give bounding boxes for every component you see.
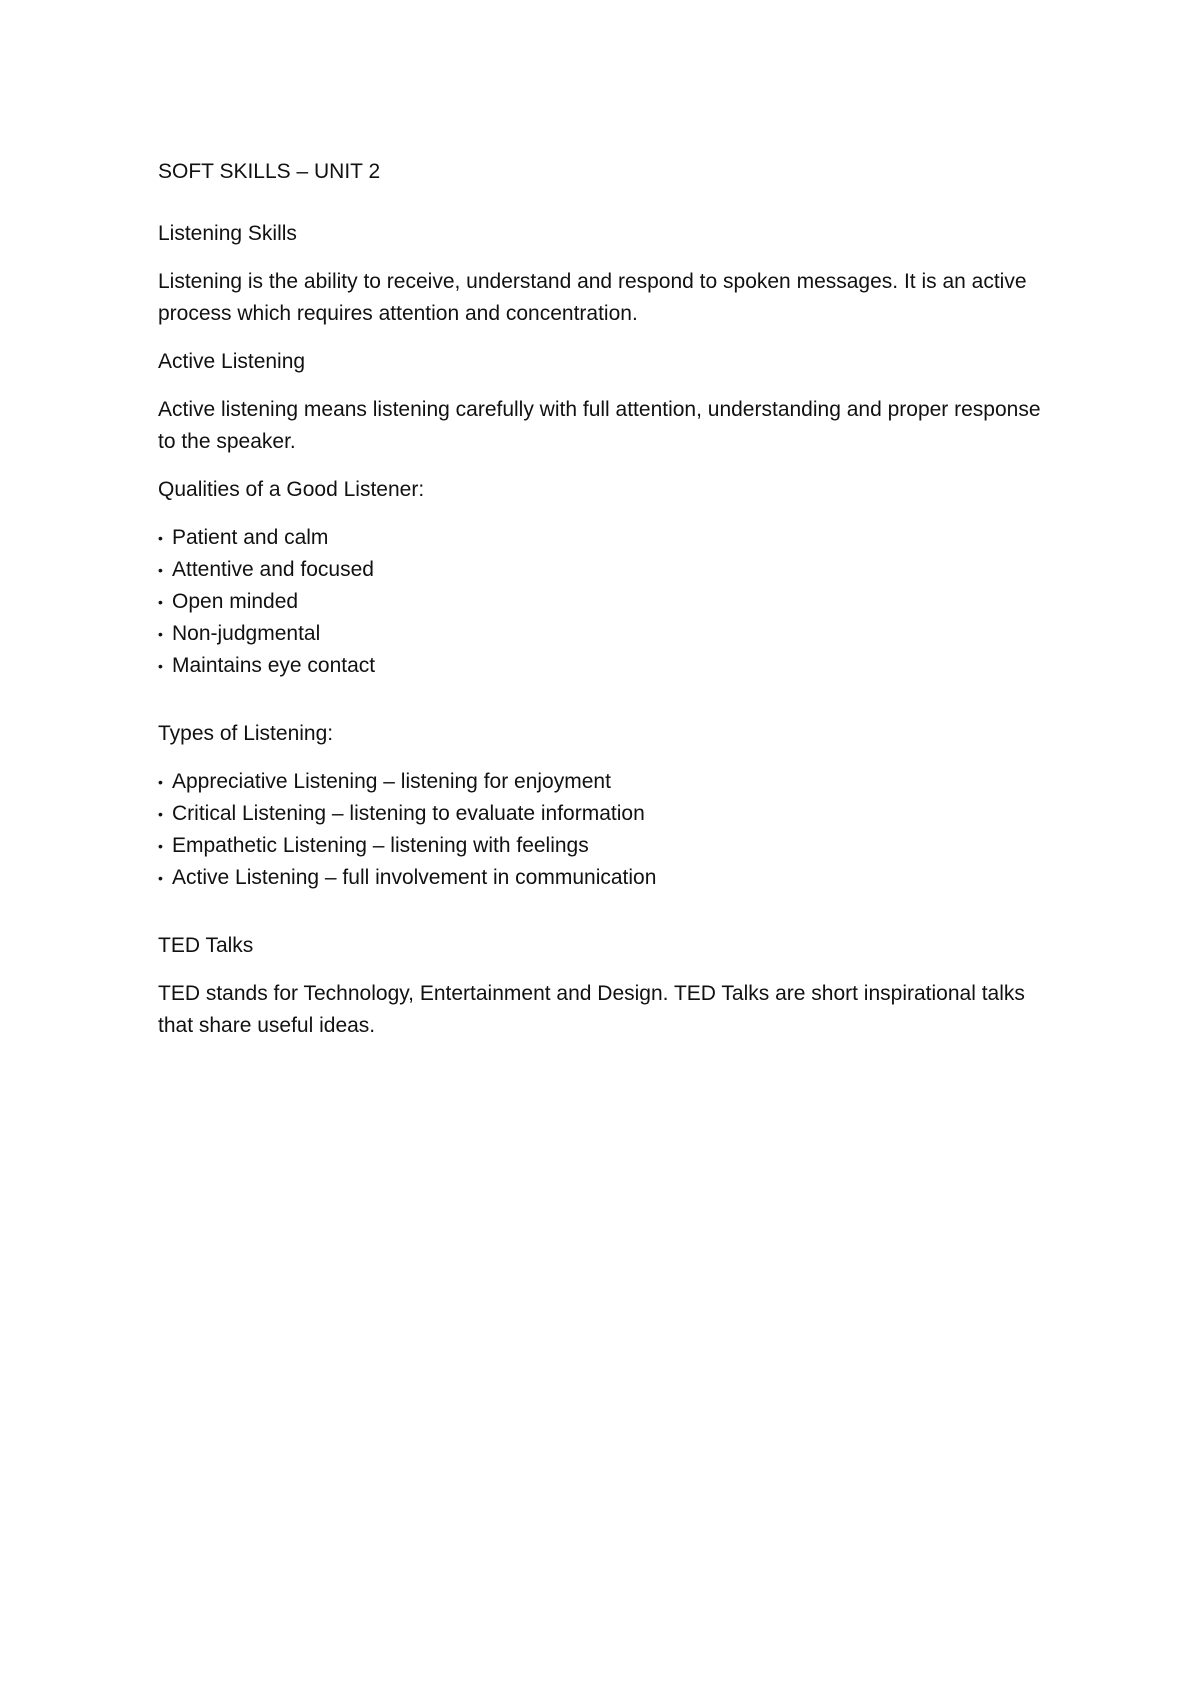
bullet-icon: •: [158, 530, 163, 546]
section-heading-listening-skills: Listening Skills: [158, 222, 297, 245]
types-list: [158, 766, 1058, 894]
list-item-text: Patient and calm: [172, 526, 329, 549]
bullet-icon: •: [158, 774, 163, 790]
bullet-icon: •: [158, 594, 163, 610]
section-heading-ted-talks: TED Talks: [158, 934, 254, 957]
list-item-text: Maintains eye contact: [172, 654, 376, 677]
list-item: [158, 522, 1058, 554]
bullet-icon: •: [158, 658, 163, 674]
list-item-text: Critical Listening – listening to evaluate information: [172, 802, 645, 825]
section-text-active-listening: Active listening means listening carefully with full attention, understanding and proper response to the speaker.: [158, 398, 1041, 453]
bullet-icon: •: [158, 838, 163, 854]
bullet-icon: •: [158, 806, 163, 822]
list-item-text: Empathetic Listening – listening with feelings: [172, 834, 589, 857]
list-item: [158, 618, 1058, 650]
section-text-ted-talks: TED stands for Technology, Entertainment and Design. TED Talks are short inspirational talks that share useful ideas.: [158, 982, 1025, 1037]
list-item: [158, 586, 1058, 618]
list-item: [158, 798, 1058, 830]
list-item: [158, 650, 1058, 682]
bullet-icon: •: [158, 626, 163, 642]
list-item-text: Active Listening – full involvement in communication: [172, 866, 657, 889]
section-heading-active-listening: Active Listening: [158, 350, 306, 373]
list-item-text: Appreciative Listening – listening for enjoyment: [172, 770, 611, 793]
bullet-icon: •: [158, 562, 163, 578]
document-title: SOFT SKILLS – UNIT 2: [158, 160, 381, 183]
qualities-list: [158, 522, 1058, 682]
list-item: [158, 766, 1058, 798]
document-body: [158, 156, 1058, 1058]
section-heading-qualities: Qualities of a Good Listener:: [158, 478, 425, 501]
list-item-text: Open minded: [172, 590, 299, 613]
list-item: [158, 554, 1058, 586]
list-item: [158, 830, 1058, 862]
section-text-listening-skills: Listening is the ability to receive, understand and respond to spoken messages. It is an active process which requires attention and concentration.: [158, 270, 1027, 325]
bullet-icon: •: [158, 870, 163, 886]
list-item-text: Non-judgmental: [172, 622, 321, 645]
list-item: [158, 862, 1058, 894]
section-heading-types: Types of Listening:: [158, 722, 334, 745]
list-item-text: Attentive and focused: [172, 558, 374, 581]
